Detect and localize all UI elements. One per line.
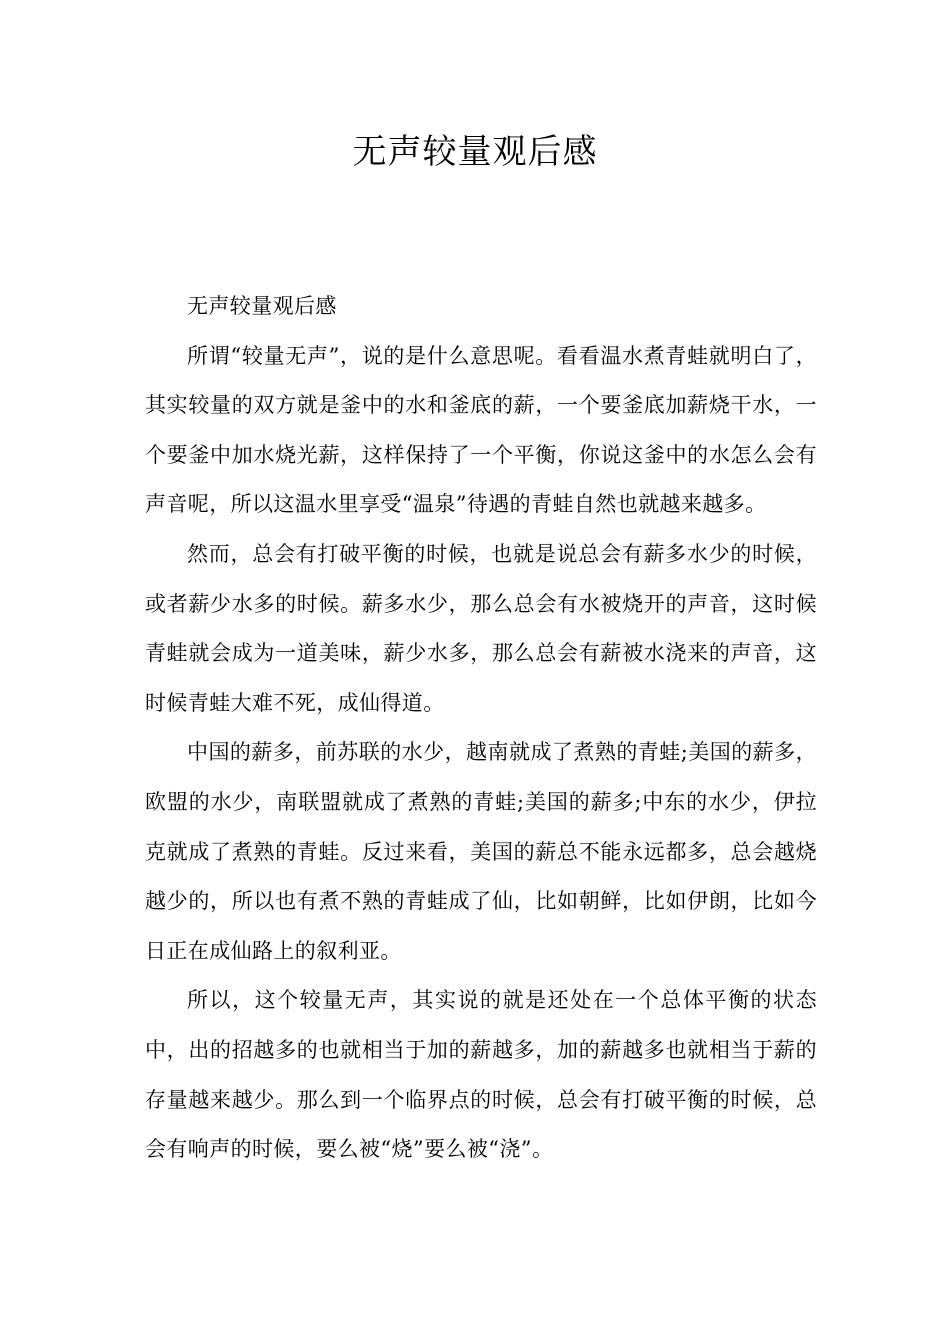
paragraph-heading: 无声较量观后感: [187, 294, 337, 318]
paragraph-4: 所以，这个较量无声，其实说的就是还处在一个总体平衡的状态中，出的招越多的也就相当于加的薪越多，加的薪越多也就相当于薪的存量越来越少。那么到一个临界点的时候，总会有打破平衡的时候，总会有响声的时候，要么被“烧”要么被“浇”。: [145, 988, 817, 1162]
paragraph-3: 中国的薪多，前苏联的水少，越南就成了煮熟的青蛙;美国的薪多，欧盟的水少，南联盟就成了煮熟的青蛙;美国的薪多;中东的水少，伊拉克就成了煮熟的青蛙。反过来看，美国的薪总不能永远都多，总会越烧越少的，所以也有煮不熟的青蛙成了仙，比如朝鲜，比如伊朗，比如今日正在成仙路上的叙利亚。: [145, 740, 817, 963]
document-title: 无声较量观后感: [352, 132, 598, 172]
paragraph-2: 然而，总会有打破平衡的时候，也就是说总会有薪多水少的时候，或者薪少水多的时候。薪多水少，那么总会有水被烧开的声音，这时候青蛙就会成为一道美味，薪少水多，那么总会有薪被水浇来的声音，这时候青蛙大难不死，成仙得道。: [145, 541, 817, 715]
document-body: [145, 282, 817, 1175]
paragraph-1: 所谓“较量无声”，说的是什么意思呢。看看温水煮青蛙就明白了，其实较量的双方就是釜中的水和釜底的薪，一个要釜底加薪烧干水，一个要釜中加水烧光薪，这样保持了一个平衡，你说这釜中的水怎么会有声音呢，所以这温水里享受“温泉”待遇的青蛙自然也就越来越多。: [145, 343, 817, 517]
